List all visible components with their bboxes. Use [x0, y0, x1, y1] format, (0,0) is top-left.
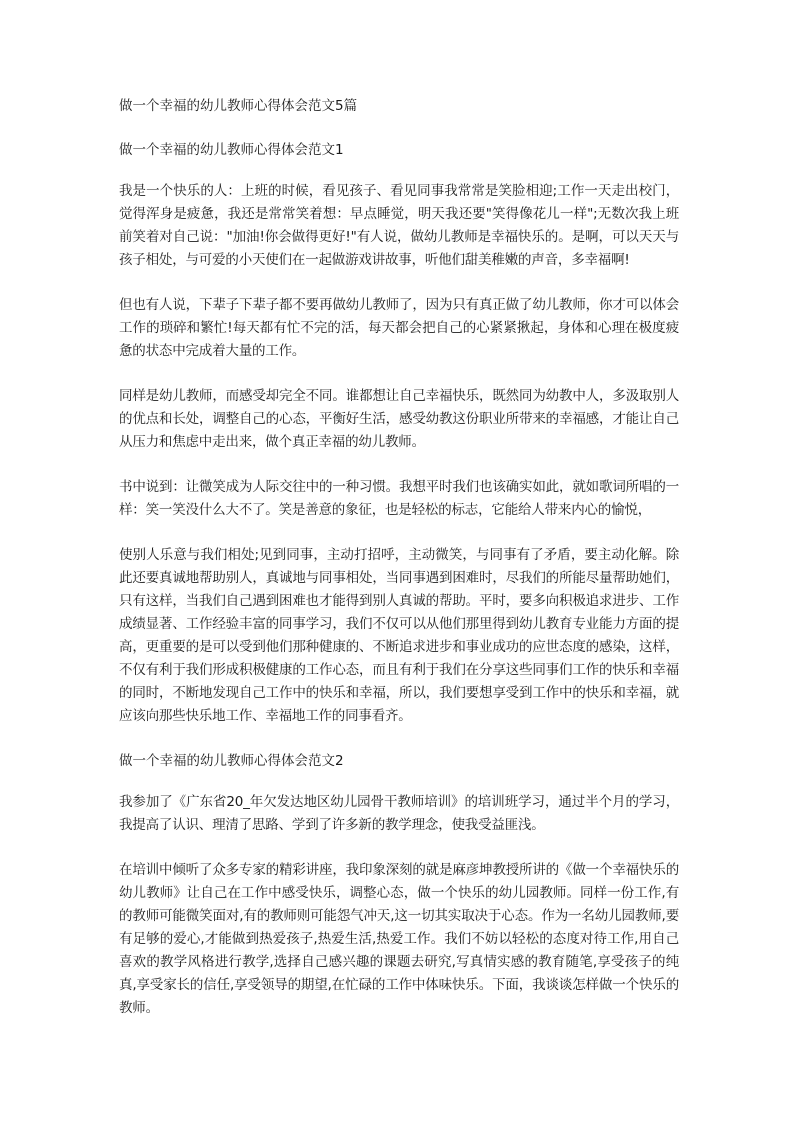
- section-2-paragraph: 在培训中倾听了众多专家的精彩讲座，我印象深刻的就是麻彦坤教授所讲的《做一个幸福快乐的幼儿教师》让自己在工作中感受快乐，调整心态，做一个快乐的幼儿园教师。同样一份工作,有的教师可能微笑面对,有的教师则可能怨气冲天,这一切其实取决于心态。作为一名幼儿园教师,要有足够的爱心,才能做到热爱孩子,热爱生活,热爱工作。我们不妨以轻松的态度对待工作,用自己喜欢的教学风格进行教学,选择自己感兴趣的课题去研究,写真情实感的教育随笔,享受孩子的纯真,享受家长的信任,享受领导的期望,在忙碌的工作中体味快乐。下面，我谈谈怎样做一个快乐的教师。: [119, 862, 679, 1016]
- section-heading-2: 做一个幸福的幼儿教师心得体会范文2: [119, 753, 344, 769]
- section-1-paragraph: 同样是幼儿教师，而感受却完全不同。谁都想让自己幸福快乐，既然同为幼教中人，多汲取别人的优点和长处，调整自己的心态，平衡好生活，感受幼教这份职业所带来的幸福感，才能让自己从压力和焦虑中走出来，做个真正幸福的幼儿教师。: [119, 388, 679, 450]
- section-heading-1: 做一个幸福的幼儿教师心得体会范文1: [119, 142, 344, 158]
- section-2-paragraph: 我参加了《广东省20_年欠发达地区幼儿园骨干教师培训》的培训班学习，通过半个月的学习，我提高了认识、理清了思路、学到了许多新的教学理念，使我受益匪浅。: [119, 794, 679, 833]
- section-1-paragraph: 我是一个快乐的人：上班的时候，看见孩子、看见同事我常常是笑脸相迎;工作一天走出校门，觉得浑身是疲惫，我还是常常笑着想：早点睡觉，明天我还要"笑得像花儿一样";无数次我上班前笑着对自己说："加油!你会做得更好!"有人说，做幼儿教师是幸福快乐的。是啊，可以天天与孩子相处，与可爱的小天使们在一起做游戏讲故事，听他们甜美稚嫩的声音，多幸福啊!: [119, 183, 679, 268]
- section-1-paragraph: 书中说到：让微笑成为人际交往中的一种习惯。我想平时我们也该确实如此，就如歌词所唱的一样：笑一笑没什么大不了。笑是善意的象征，也是轻松的标志，它能给人带来内心的愉悦，: [119, 479, 679, 518]
- document-title: 做一个幸福的幼儿教师心得体会范文5篇: [119, 98, 358, 114]
- section-1-paragraph: 使别人乐意与我们相处;见到同事，主动打招呼，主动微笑，与同事有了矛盾，要主动化解。除此还要真诚地帮助别人，真诚地与同事相处，当同事遇到困难时，尽我们的所能尽量帮助她们，只有这样，当我们自己遇到困难也才能得到别人真诚的帮助。平时，要多向积极追求进步、工作成绩显著、工作经验丰富的同事学习，我们不仅可以从他们那里得到幼儿教育专业能力方面的提高，更重要的是可以受到他们那种健康的、不断追求进步和事业成功的应世态度的感染，这样，不仅有利于我们形成积极健康的工作心态，而且有利于我们在分享这些同事们工作的快乐和幸福的同时，不断地发现自己工作中的快乐和幸福，所以，我们要想享受到工作中的快乐和幸福，就应该向那些快乐地工作、幸福地工作的同事看齐。: [119, 547, 679, 724]
- document-body: [119, 95, 679, 1042]
- section-1-paragraph: 但也有人说，下辈子下辈子都不要再做幼儿教师了，因为只有真正做了幼儿教师，你才可以体会工作的琐碎和繁忙!每天都有忙不完的活，每天都会把自己的心紧紧揪起，身体和心理在极度疲惫的状态中完成着大量的工作。: [119, 297, 679, 359]
